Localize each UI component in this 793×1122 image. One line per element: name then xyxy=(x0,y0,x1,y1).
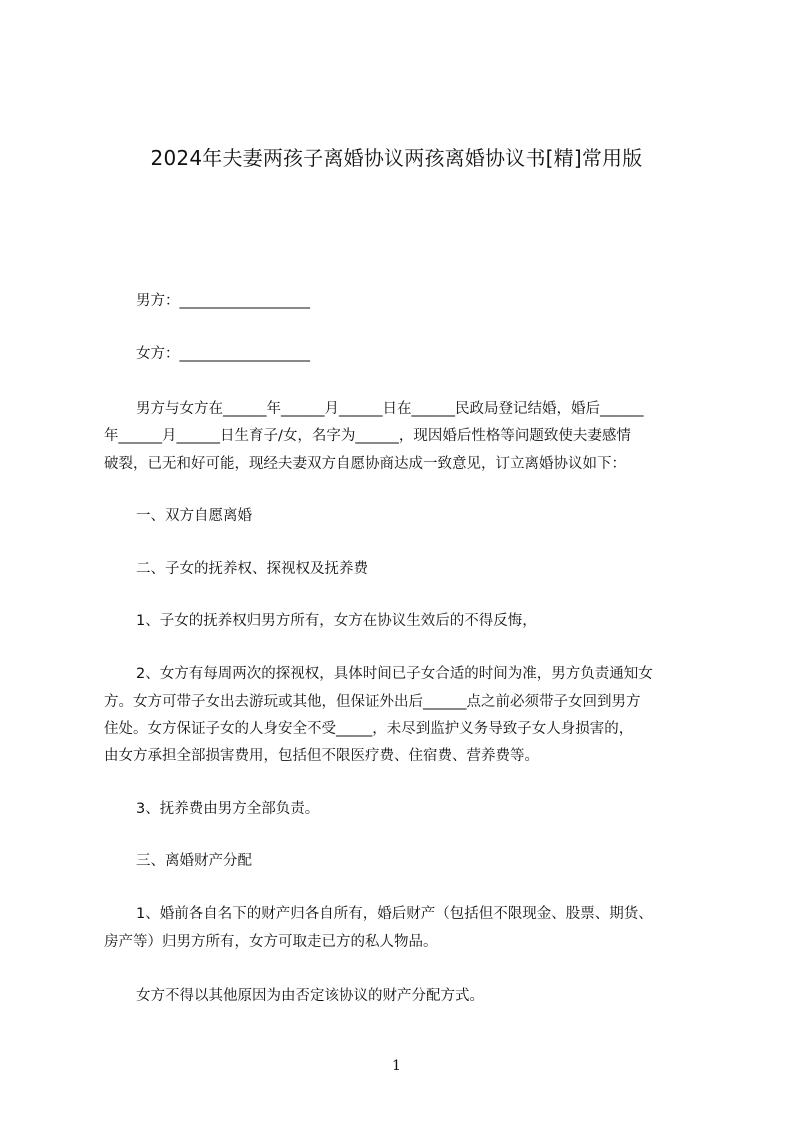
section-2-item-2-line-1: 2、女方有每周两次的探视权，具体时间已子女合适的时间为准，男方负责通知女 xyxy=(136,666,653,682)
page-number: 1 xyxy=(392,1058,401,1074)
section-2-item-3: 3、抚养费由男方全部负责。 xyxy=(136,801,320,817)
section-3-note: 女方不得以其他原因为由否定该协议的财产分配方式。 xyxy=(136,988,484,1004)
intro-line-3: 破裂，已无和好可能，现经夫妻双方自愿协商达成一致意见，订立离婚协议如下： xyxy=(104,456,626,472)
section-2-item-2-line-4: 由女方承担全部损害费用，包括但不限医疗费、住宿费、营养费等。 xyxy=(104,748,539,764)
intro-line-2: 年______月______日生育子/女，名字为______，现因婚后性格等问题致使夫妻感情 xyxy=(104,428,631,444)
document-title: 2024年夫妻两孩子离婚协议两孩离婚协议书[精]常用版 xyxy=(150,146,643,170)
section-3-item-1-line-2: 房产等）归男方所有，女方可取走已方的私人物品。 xyxy=(104,934,438,950)
female-party-line: 女方：__________________ xyxy=(136,346,310,362)
section-1-heading: 一、双方自愿离婚 xyxy=(136,508,252,524)
section-2-item-1: 1、子女的抚养权归男方所有，女方在协议生效后的不得反悔， xyxy=(136,613,537,629)
section-2-item-2-line-3: 住处。女方保证子女的人身安全不受_____，未尽到监护义务导致子女人身损害的， xyxy=(104,721,634,737)
section-3-heading: 三、离婚财产分配 xyxy=(136,853,252,869)
section-2-item-2-line-2: 方。女方可带子女出去游玩或其他，但保证外出后______点之前必须带子女回到男方 xyxy=(104,694,641,710)
section-3-item-1-line-1: 1、婚前各自名下的财产归各自所有，婚后财产（包括但不限现金、股票、期货、 xyxy=(136,906,653,922)
male-party-line: 男方：__________________ xyxy=(136,293,310,309)
intro-line-1: 男方与女方在______年______月______日在______民政局登记结婚，婚后______ xyxy=(136,401,644,417)
section-2-heading: 二、子女的抚养权、探视权及抚养费 xyxy=(136,561,368,577)
